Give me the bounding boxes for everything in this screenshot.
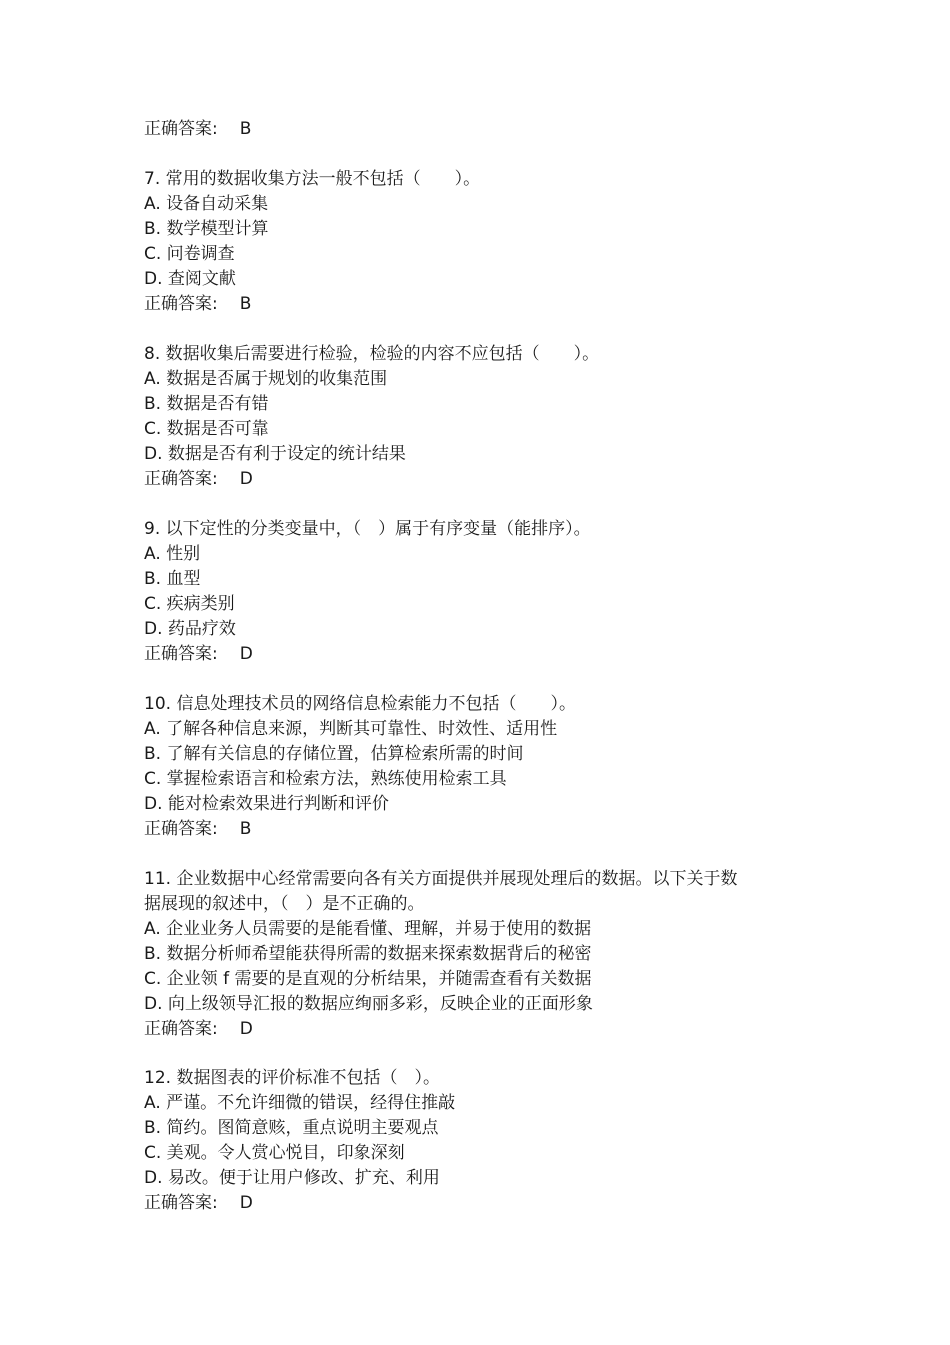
question-number: 10. xyxy=(144,694,172,714)
question-number: 7. xyxy=(144,169,161,189)
question-text: 企业数据中心经常需要向各有关方面提供并展现处理后的数据。以下关于数 xyxy=(176,869,738,889)
option-c: C. 企业领 f 需要的是直观的分析结果，并随需查看有关数据 xyxy=(144,969,592,989)
answer-value: D xyxy=(239,644,253,664)
question-11-stem-continued: 据展现的叙述中，（ ）是不正确的。 xyxy=(144,894,425,914)
option-d: D. 向上级领导汇报的数据应绚丽多彩，反映企业的正面形象 xyxy=(144,994,593,1014)
option-b: B. 数学模型计算 xyxy=(144,219,269,239)
option-a: A. 设备自动采集 xyxy=(144,194,269,214)
question-number: 9. xyxy=(144,519,161,539)
answer-label: 正确答案: xyxy=(144,644,218,664)
option-b: B. 血型 xyxy=(144,569,201,589)
question-12-stem xyxy=(144,1066,440,1091)
question-8-stem xyxy=(144,342,599,367)
answer-value: D xyxy=(239,469,253,489)
question-text: 数据收集后需要进行检验，检验的内容不应包括（ ）。 xyxy=(165,344,600,364)
option-d: D. 药品疗效 xyxy=(144,619,236,639)
answer-label: 正确答案: xyxy=(144,1019,218,1039)
option-d: D. 查阅文献 xyxy=(144,269,236,289)
answer-label: 正确答案: xyxy=(144,119,218,139)
question-9-stem xyxy=(144,517,591,542)
option-c: C. 疾病类别 xyxy=(144,594,235,614)
question-number: 11. xyxy=(144,869,172,889)
answer-label: 正确答案: xyxy=(144,294,218,314)
question-7-answer xyxy=(144,292,251,317)
question-10-answer xyxy=(144,817,251,842)
question-number: 8. xyxy=(144,344,161,364)
answer-value: B xyxy=(239,294,252,314)
option-b: B. 数据分析师希望能获得所需的数据来探索数据背后的秘密 xyxy=(144,944,592,964)
question-10-stem xyxy=(144,692,576,717)
question-8-answer xyxy=(144,467,253,492)
option-c: C. 数据是否可靠 xyxy=(144,419,269,439)
question-11-answer xyxy=(144,1017,253,1042)
question-text: 信息处理技术员的网络信息检索能力不包括（ ）。 xyxy=(176,694,576,714)
question-text: 常用的数据收集方法一般不包括（ ）。 xyxy=(165,169,481,189)
answer-label: 正确答案: xyxy=(144,819,218,839)
answer-label: 正确答案: xyxy=(144,469,218,489)
answer-value: B xyxy=(239,119,252,139)
option-b: B. 数据是否有错 xyxy=(144,394,269,414)
option-c: C. 美观。令人赏心悦目，印象深刻 xyxy=(144,1143,405,1163)
answer-value: B xyxy=(239,819,252,839)
option-c: C. 问卷调查 xyxy=(144,244,235,264)
option-b: B. 了解有关信息的存储位置，估算检索所需的时间 xyxy=(144,744,524,764)
question-text: 以下定性的分类变量中，（ ）属于有序变量（能排序）。 xyxy=(165,519,591,539)
question-12-answer xyxy=(144,1191,253,1216)
option-d: D. 能对检索效果进行判断和评价 xyxy=(144,794,389,814)
prev-answer-line xyxy=(144,117,251,142)
option-a: A. 了解各种信息来源，判断其可靠性、时效性、适用性 xyxy=(144,719,558,739)
option-d: D. 易改。便于让用户修改、扩充、利用 xyxy=(144,1168,440,1188)
question-number: 12. xyxy=(144,1068,172,1088)
option-a: A. 数据是否属于规划的收集范围 xyxy=(144,369,388,389)
option-a: A. 企业业务人员需要的是能看懂、理解，并易于使用的数据 xyxy=(144,919,592,939)
question-7-stem xyxy=(144,167,480,192)
answer-value: D xyxy=(239,1019,253,1039)
question-9-answer xyxy=(144,642,253,667)
answer-value: D xyxy=(239,1193,253,1213)
question-text: 数据图表的评价标准不包括（ ）。 xyxy=(176,1068,440,1088)
question-11-stem xyxy=(144,867,737,892)
option-a: A. 严谨。不允许细微的错误，经得住推敲 xyxy=(144,1093,456,1113)
option-d: D. 数据是否有利于设定的统计结果 xyxy=(144,444,406,464)
answer-label: 正确答案: xyxy=(144,1193,218,1213)
option-c: C. 掌握检索语言和检索方法，熟练使用检索工具 xyxy=(144,769,507,789)
option-a: A. 性别 xyxy=(144,544,201,564)
option-b: B. 简约。图简意赅，重点说明主要观点 xyxy=(144,1118,439,1138)
